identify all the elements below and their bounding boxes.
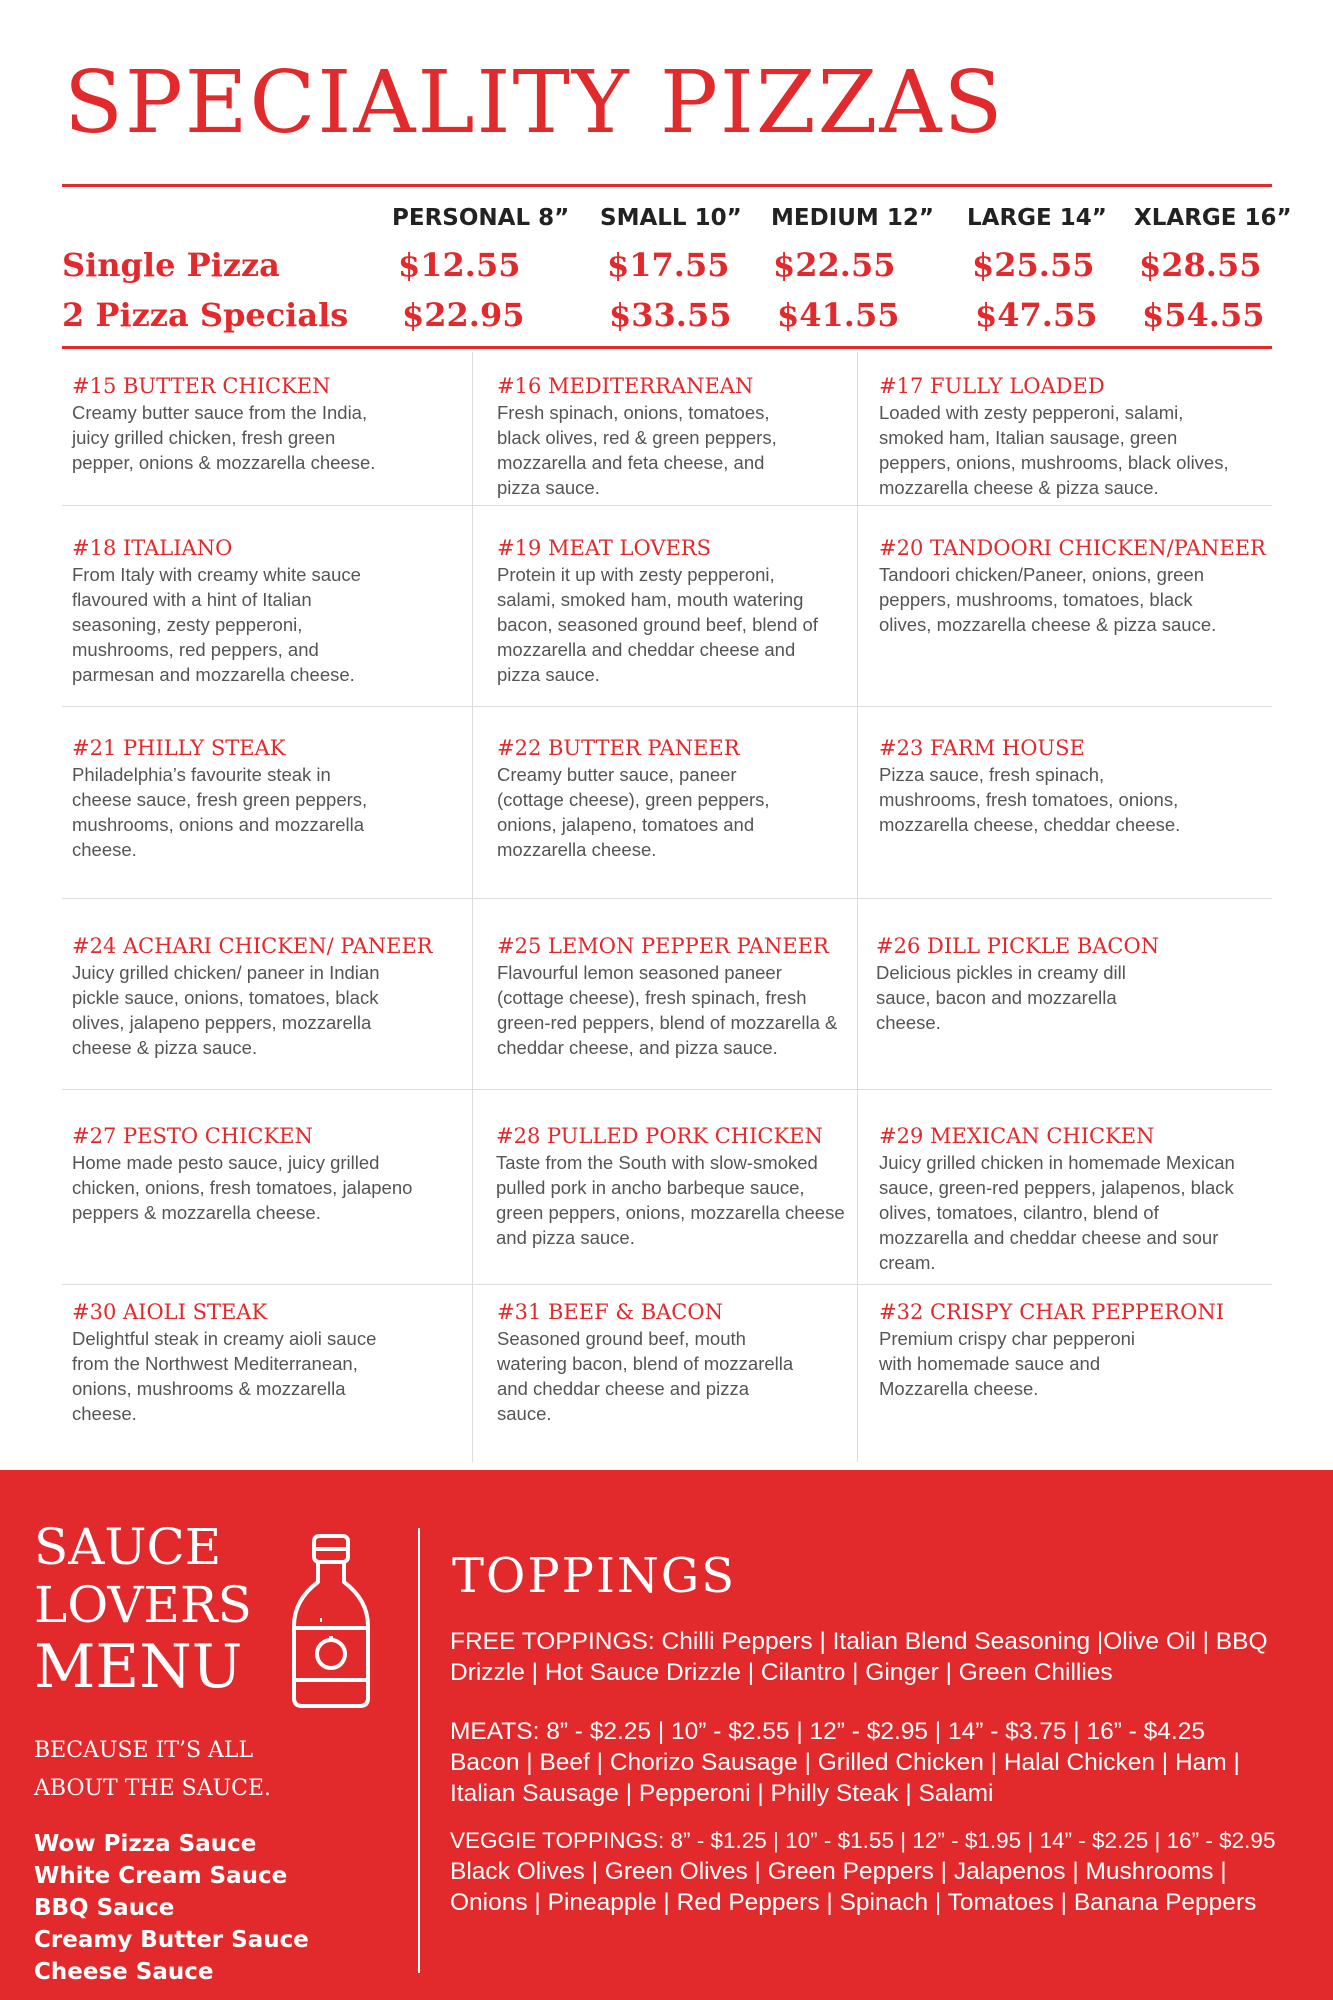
page-title: SPECIALITY PIZZAS — [64, 53, 1005, 153]
pizza-item — [497, 932, 887, 1060]
sauce-tagline-line: ABOUT THE SAUCE. — [34, 1776, 272, 1801]
pizza-desc: Creamy butter sauce, paneer (cottage cheese), green peppers, onions, jalapeno, tomatoes and mozzarella cheese. — [497, 764, 770, 860]
single-price-small: $17.55 — [607, 246, 730, 284]
pizza-desc: Juicy grilled chicken in homemade Mexican sauce, green-red peppers, jalapenos, black olives, tomatoes, cilantro, blend of mozzarella and cheddar cheese and sour cream. — [879, 1152, 1235, 1273]
pizza-name: #32 CRISPY CHAR PEPPERONI — [879, 1300, 1225, 1324]
pizza-desc: Creamy butter sauce from the India, juicy grilled chicken, fresh green pepper, onions & mozzarella cheese. — [72, 402, 376, 473]
pizza-desc: Home made pesto sauce, juicy grilled chicken, onions, fresh tomatoes, jalapeno peppers & mozzarella cheese. — [72, 1152, 413, 1223]
grid-divider — [857, 352, 858, 1462]
sauce-list — [34, 1828, 404, 1988]
single-price-personal: $12.55 — [398, 246, 521, 284]
grid-divider — [62, 706, 1272, 707]
meats-list: Bacon | Beef | Chorizo Sausage | Grilled Chicken | Halal Chicken | Ham | Italian Sausage | Pepperoni | Philly Steak | Salami — [450, 1749, 1240, 1807]
pizza-name: #28 PULLED PORK CHICKEN — [496, 1124, 823, 1148]
pizza-desc: Flavourful lemon seasoned paneer (cottage cheese), fresh spinach, fresh green-red peppers, blend of mozzarella & cheddar cheese, and pizza sauce. — [497, 962, 838, 1058]
pizza-item — [497, 372, 887, 500]
free-toppings-label: FREE TOPPINGS: — [450, 1628, 655, 1655]
pizza-desc: Seasoned ground beef, mouth watering bacon, blend of mozzarella and cheddar cheese and pizza sauce. — [497, 1328, 794, 1424]
two-price-personal: $22.95 — [402, 296, 525, 334]
sauce-tagline-line: BECAUSE IT’S ALL — [34, 1738, 254, 1763]
single-price-large: $25.55 — [972, 246, 1095, 284]
sauce-tagline — [34, 1732, 374, 1808]
pizza-name: #24 ACHARI CHICKEN/ PANEER — [72, 934, 433, 958]
price-rule — [62, 346, 1272, 349]
pizza-item — [879, 372, 1269, 500]
pizza-item — [72, 372, 462, 475]
pizza-name: #23 FARM HOUSE — [879, 736, 1085, 760]
pizza-item — [496, 1122, 886, 1250]
pizza-name: #31 BEEF & BACON — [497, 1300, 723, 1324]
pizza-name: #17 FULLY LOADED — [879, 374, 1105, 398]
size-large: LARGE 14” — [967, 205, 1107, 231]
sauce-item: BBQ Sauce — [34, 1895, 175, 1921]
pizza-desc: Premium crispy char pepperoni with homemade sauce and Mozzarella cheese. — [879, 1328, 1136, 1399]
veggie-block — [450, 1825, 1310, 1918]
pizza-desc: Tandoori chicken/Paneer, onions, green peppers, mushrooms, tomatoes, black olives, mozzarella cheese & pizza sauce. — [879, 564, 1217, 635]
veggie-list: Black Olives | Green Olives | Green Peppers | Jalapenos | Mushrooms | Onions | Pineapple | Red Peppers | Spinach | Tomatoes | Banana Peppers — [450, 1858, 1257, 1916]
pizza-name: #30 AIOLI STEAK — [72, 1300, 268, 1324]
pizza-desc: Fresh spinach, onions, tomatoes, black olives, red & green peppers, mozzarella and feta cheese, and pizza sauce. — [497, 402, 777, 498]
veggie-label: VEGGIE TOPPINGS: 8” - $1.25 | 10” - $1.55 | 12” - $1.95 | 14” - $2.25 | 16” - $2.95 — [450, 1828, 1276, 1853]
pizza-desc: Protein it up with zesty pepperoni, salami, smoked ham, mouth watering bacon, seasoned ground beef, blend of mozzarella and cheddar cheese and pizza sauce. — [497, 564, 818, 685]
grid-divider — [62, 505, 1272, 506]
sauce-title-line: SAUCE — [34, 1518, 222, 1576]
grid-divider — [62, 1089, 1272, 1090]
grid-divider — [472, 352, 473, 1462]
pizza-name: #16 MEDITERRANEAN — [497, 374, 754, 398]
pizza-desc: Pizza sauce, fresh spinach, mushrooms, fresh tomatoes, onions, mozzarella cheese, cheddar cheese. — [879, 764, 1181, 835]
two-price-xlarge: $54.55 — [1142, 296, 1265, 334]
pizza-desc: Delightful steak in creamy aioli sauce from the Northwest Mediterranean, onions, mushrooms & mozzarella cheese. — [72, 1328, 377, 1424]
sauce-title-line: MENU — [34, 1632, 243, 1702]
size-personal: PERSONAL 8” — [392, 205, 570, 231]
pizza-name: #22 BUTTER PANEER — [497, 736, 740, 760]
pizza-name: #19 MEAT LOVERS — [497, 536, 712, 560]
sauce-item: White Cream Sauce — [34, 1863, 288, 1889]
grid-divider — [62, 898, 1272, 899]
sauce-item: Creamy Butter Sauce — [34, 1927, 309, 1953]
meats-block — [450, 1716, 1310, 1809]
pizza-name: #15 BUTTER CHICKEN — [72, 374, 331, 398]
pizza-name: #25 LEMON PEPPER PANEER — [497, 934, 829, 958]
single-pizza-label: Single Pizza — [62, 246, 280, 284]
pizza-name: #20 TANDOORI CHICKEN/PANEER — [879, 536, 1266, 560]
single-price-medium: $22.55 — [773, 246, 896, 284]
two-price-medium: $41.55 — [777, 296, 900, 334]
sauce-bottle-icon — [290, 1530, 372, 1710]
size-small: SMALL 10” — [600, 205, 742, 231]
pizza-grid — [62, 352, 1272, 1462]
pizza-item — [72, 534, 462, 687]
pizza-desc: From Italy with creamy white sauce flavoured with a hint of Italian seasoning, zesty pepperoni, mushrooms, red peppers, and parmesan and mozzarella cheese. — [72, 564, 361, 685]
pizza-desc: Delicious pickles in creamy dill sauce, bacon and mozzarella cheese. — [876, 962, 1126, 1033]
sauce-item: Cheese Sauce — [34, 1959, 214, 1985]
meats-label: MEATS: 8” - $2.25 | 10” - $2.55 | 12” - $2.95 | 14” - $3.75 | 16” - $4.25 — [450, 1718, 1205, 1745]
pizza-item — [879, 1122, 1269, 1275]
toppings-title: TOPPINGS — [452, 1548, 737, 1604]
pizza-item — [879, 534, 1269, 637]
two-pizza-label: 2 Pizza Specials — [62, 296, 349, 334]
free-toppings-text — [450, 1626, 1310, 1688]
pizza-item — [497, 1298, 887, 1426]
pizza-item — [72, 734, 462, 862]
sauce-item: Wow Pizza Sauce — [34, 1831, 257, 1857]
single-price-xlarge: $28.55 — [1139, 246, 1262, 284]
pizza-item — [497, 734, 887, 862]
free-toppings-list: Chilli Peppers | Italian Blend Seasoning |Olive Oil | BBQ Drizzle | Hot Sauce Drizzle | Cilantro | Ginger | Green Chillies — [450, 1628, 1268, 1686]
grid-divider — [62, 1284, 1272, 1285]
pizza-item — [879, 734, 1269, 837]
pizza-name: #21 PHILLY STEAK — [72, 736, 286, 760]
size-xlarge: XLARGE 16” — [1134, 205, 1292, 231]
footer-divider — [418, 1528, 420, 1973]
two-price-small: $33.55 — [609, 296, 732, 334]
sauce-menu-title — [34, 1518, 294, 1700]
pizza-desc: Philadelphia’s favourite steak in cheese sauce, fresh green peppers, mushrooms, onions and mozzarella cheese. — [72, 764, 368, 860]
pizza-item — [72, 1122, 462, 1225]
title-rule — [62, 184, 1272, 187]
pizza-item — [879, 1298, 1269, 1401]
two-price-large: $47.55 — [975, 296, 1098, 334]
free-toppings-block — [450, 1626, 1310, 1688]
pizza-desc: Juicy grilled chicken/ paneer in Indian pickle sauce, onions, tomatoes, black olives, jalapeno peppers, mozzarella cheese & pizza sauce. — [72, 962, 380, 1058]
pizza-item — [72, 1298, 462, 1426]
pizza-name: #18 ITALIANO — [72, 536, 233, 560]
pizza-name: #29 MEXICAN CHICKEN — [879, 1124, 1155, 1148]
pizza-name: #27 PESTO CHICKEN — [72, 1124, 313, 1148]
footer-panel — [0, 1470, 1333, 2000]
pizza-item — [497, 534, 887, 687]
pizza-desc: Loaded with zesty pepperoni, salami, smoked ham, Italian sausage, green peppers, onions, mushrooms, black olives, mozzarella cheese & pizza sauce. — [879, 402, 1229, 498]
sauce-title-line: LOVERS — [34, 1576, 252, 1634]
pizza-desc: Taste from the South with slow-smoked pulled pork in ancho barbeque sauce, green peppers, onions, mozzarella cheese and pizza sauce. — [496, 1152, 845, 1248]
size-medium: MEDIUM 12” — [771, 205, 934, 231]
pizza-name: #26 DILL PICKLE BACON — [876, 934, 1160, 958]
pizza-item — [876, 932, 1266, 1035]
pizza-item — [72, 932, 462, 1060]
